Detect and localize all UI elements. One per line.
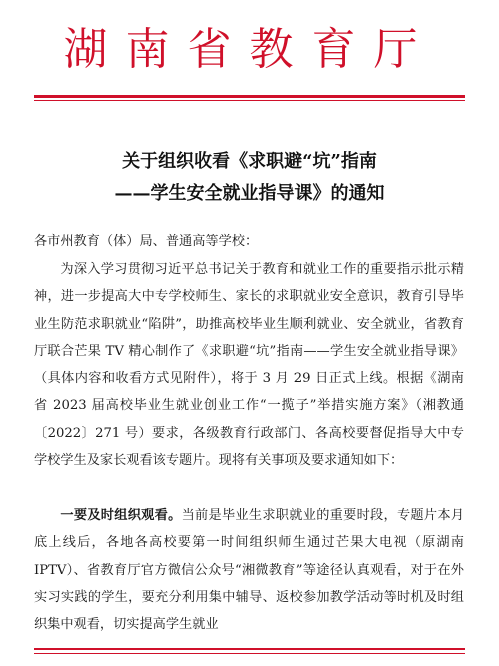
body-paragraph-1: 为深入学习贯彻习近平总书记关于教育和就业工作的重要指示批示精神，进一步提高大中专学校师生、家长的求职就业安全意识，教育引导毕业生防范求职就业“陷阱”，助推高校毕业生顺利就业、安全就业，省教育厅联合芒果 TV 精心制作了《求职避“坑”指南——学生安全就业指导课》（具体内容和收看方式见附件），将于 3 月 29 日正式上线。根据《湖南省 2023 届高校毕业生就业创业工作“一揽子”举措实施方案》（湘教通〔2022〕271 号）要求，各级教育行政部门、各高校要督促指导大中专学校学生及家长观看该专题片。现将有关事项及要求通知如下： [34, 262, 464, 469]
paragraph-text: 当前是毕业生求职就业的重要时段，专题片本月底上线后，各地各高校要第一时间组织师生通过芒果大电视（原湖南 IPTV）、省教育厅官方微信公众号“湘微教育”等途径认真观看，对于在外实习实践的学生，要充分利用集中辅导、返校参加教学活动等时机及时组织集中观看，切实提高学生就业 [34, 508, 465, 633]
header-divider-thin [34, 100, 465, 101]
footer-divider-thin [34, 653, 465, 654]
notice-title-line1: 关于组织收看《求职避“坑”指南 [122, 151, 377, 172]
paragraph-lead: 一要及时组织观看。 [60, 508, 182, 523]
issuer-header: 湖南省教育厅 [63, 24, 436, 75]
header-divider-thick [34, 95, 465, 98]
body-paragraph-2 [34, 502, 464, 638]
notice-title-line2: ——学生安全就业指导课》的通知 [114, 183, 385, 204]
footer-divider-thick [34, 648, 465, 650]
salutation: 各市州教育（体）局、普通高等学校： [34, 234, 259, 249]
